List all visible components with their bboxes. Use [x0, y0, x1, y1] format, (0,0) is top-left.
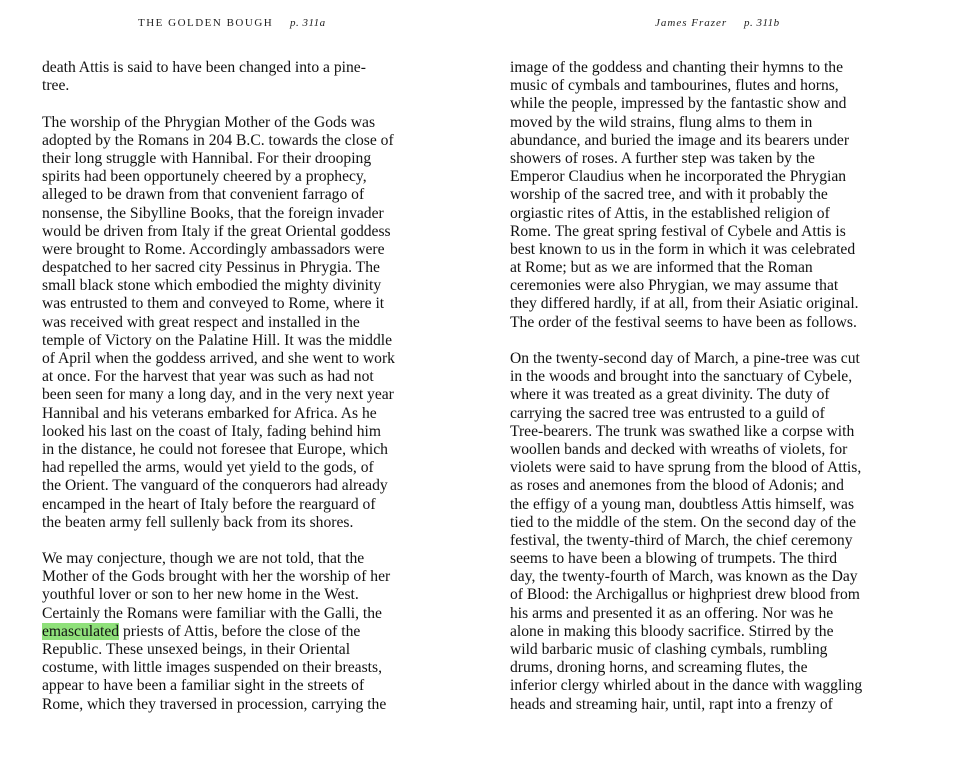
text-line[interactable]: spirits had been opportunely cheered by a prophecy, — [42, 168, 367, 186]
text-line[interactable]: seems to have been a blowing of trumpets. The third — [510, 550, 838, 568]
text-line[interactable]: in the woods and brought into the sanctuary of Cybele, — [510, 368, 853, 386]
text-line[interactable]: tree. — [42, 77, 70, 95]
paragraph-gap — [42, 95, 452, 113]
text-line[interactable]: the beaten army fell sullenly back from its shores. — [42, 513, 354, 531]
text-line[interactable]: image of the goddess and chanting their hymns to the — [510, 59, 844, 76]
text-line[interactable]: wild barbaric music of clashing cymbals, rumbling — [510, 641, 828, 658]
text-line[interactable]: The worship of the Phrygian Mother of the Gods was — [42, 113, 376, 131]
paragraph — [42, 59, 452, 95]
text-line[interactable]: death Attis is said to have been changed into a pine- — [42, 59, 366, 76]
right-running-head — [655, 17, 780, 29]
text-line[interactable]: was entrusted to them and conveyed to Rome, where it — [42, 295, 385, 313]
text-line[interactable]: worship of the sacred tree, and with it probably the — [510, 186, 828, 204]
text-line[interactable]: drums, droning horns, and screaming flutes, the — [510, 659, 808, 677]
text-line[interactable]: the Orient. The vanguard of the conquerors had already — [42, 477, 388, 495]
text-line[interactable]: encamped in the heart of Italy before the rearguard of — [42, 495, 376, 513]
text-line[interactable]: his arms and presented it as an offering. Nor was he — [510, 604, 834, 622]
text-line[interactable]: nonsense, the Sibylline Books, that the foreign invader — [42, 204, 384, 222]
right-text-block — [510, 59, 920, 714]
text-line[interactable]: moved by the wild strains, flung alms to them in — [510, 113, 813, 131]
text-line[interactable]: adopted by the Romans in 204 B.C. towards the close of — [42, 131, 394, 149]
paragraph — [42, 114, 452, 532]
text-line[interactable]: the effigy of a young man, doubtless Attis himself, was — [510, 495, 855, 513]
paragraph — [510, 59, 920, 332]
text-line[interactable]: woollen bands and decked with wreaths of violets, for — [510, 440, 848, 458]
text-line[interactable]: Tree-bearers. The trunk was swathed like a corpse with — [510, 422, 855, 440]
text-line[interactable]: Rome. The great spring festival of Cybele and Attis is — [510, 222, 846, 240]
text-line[interactable]: small black stone which embodied the mighty divinity — [42, 277, 382, 295]
text-line[interactable]: youthful lover or son to her new home in the West. — [42, 586, 359, 604]
text-line[interactable]: festival, the twenty-third of March, the chief ceremony — [510, 531, 853, 549]
text-line[interactable]: alone in making this bloody sacrifice. Stirred by the — [510, 622, 834, 640]
text-line[interactable]: On the twenty-second day of March, a pine-tree was cut — [510, 350, 860, 367]
left-text-block — [42, 59, 452, 714]
text-line[interactable]: heads and streaming hair, until, rapt into a frenzy of — [510, 695, 833, 713]
text-line[interactable]: Hannibal and his veterans embarked for Africa. As he — [42, 404, 377, 422]
text-line[interactable]: costume, with little images suspended on their breasts, — [42, 659, 382, 677]
author-name: James Frazer — [655, 17, 728, 29]
text-line[interactable]: abundance, and buried the image and its bearers under — [510, 131, 850, 149]
text-line[interactable]: inferior clergy whirled about in the dance with waggling — [510, 677, 863, 695]
right-page — [483, 0, 966, 766]
text-line[interactable]: We may conjecture, though we are not told, that the — [42, 550, 365, 568]
text-line[interactable]: while the people, impressed by the fantastic show and — [510, 95, 847, 113]
left-page-number: p. 311a — [289, 17, 326, 29]
text-line[interactable]: at once. For the harvest that year was such as had not — [42, 368, 374, 386]
paragraph-gap — [42, 532, 452, 550]
text-line[interactable]: as roses and anemones from the blood of Adonis; and — [510, 477, 844, 495]
text-line[interactable]: they differed hardly, if at all, from their Asiatic original. — [510, 295, 859, 313]
text-line[interactable]: ceremonies were also Phrygian, we may assume that — [510, 277, 839, 295]
text-line[interactable]: music of cymbals and tambourines, flutes and horns, — [510, 77, 839, 95]
text-line[interactable]: been seen for many a long day, and in the very next year — [42, 386, 394, 404]
paragraph-gap — [510, 332, 920, 350]
highlighted-word[interactable]: emasculated — [42, 622, 120, 640]
text-line[interactable]: Mother of the Gods brought with her the worship of her — [42, 568, 391, 586]
text-line[interactable]: temple of Victory on the Palatine Hill. It was the middle — [42, 331, 392, 349]
text-line[interactable]: at Rome; but as we are informed that the Roman — [510, 259, 813, 277]
text-line-rest[interactable]: priests of Attis, before the close of the — [119, 622, 361, 640]
text-line[interactable]: were brought to Rome. Accordingly ambassadors were — [42, 240, 385, 258]
text-line[interactable]: had repelled the arms, would yet yield to the gods, of — [42, 459, 374, 477]
text-line[interactable]: Certainly the Romans were familiar with the Galli, the — [42, 604, 382, 622]
text-line[interactable]: Rome, which they traversed in procession, carrying the — [42, 695, 387, 713]
text-line[interactable]: violets were said to have sprung from the blood of Attis, — [510, 459, 862, 477]
paragraph — [42, 550, 452, 714]
highlighted-text-line[interactable] — [42, 623, 452, 641]
text-line[interactable]: best known to us in the form in which it was celebrated — [510, 240, 856, 258]
text-line[interactable]: of April when the goddess arrived, and she went to work — [42, 350, 395, 367]
text-line[interactable]: orgiastic rites of Attis, in the established religion of — [510, 204, 830, 222]
text-line[interactable]: of Blood: the Archigallus or highpriest drew blood from — [510, 586, 860, 604]
text-line[interactable]: day, the twenty-fourth of March, was known as the Day — [510, 568, 858, 586]
text-line[interactable]: carrying the sacred tree was entrusted to a guild of — [510, 404, 825, 422]
text-line[interactable]: alleged to be drawn from that convenient farrago of — [42, 186, 365, 204]
text-line[interactable]: their long struggle with Hannibal. For their drooping — [42, 149, 372, 167]
text-line[interactable]: was received with great respect and installed in the — [42, 313, 360, 331]
text-line[interactable]: The order of the festival seems to have been as follows. — [510, 313, 857, 331]
text-line[interactable]: tied to the middle of the stem. On the second day of the — [510, 513, 857, 531]
text-line[interactable]: looked his last on the coast of Italy, fading behind him — [42, 422, 381, 440]
text-line[interactable]: would be driven from Italy if the great Oriental goddess — [42, 222, 391, 240]
text-line[interactable]: Emperor Claudius when he incorporated the Phrygian — [510, 168, 847, 186]
text-line[interactable]: despatched to her sacred city Pessinus in Phrygia. The — [42, 259, 380, 277]
right-page-number: p. 311b — [743, 17, 780, 29]
text-line[interactable]: showers of roses. A further step was taken by the — [510, 149, 815, 167]
left-running-head — [138, 17, 326, 29]
text-line[interactable]: where it was treated as a great divinity. The duty of — [510, 386, 830, 404]
text-line[interactable]: in the distance, he could not foresee that Europe, which — [42, 440, 388, 458]
text-line[interactable]: Republic. These unsexed beings, in their Oriental — [42, 641, 351, 658]
book-title: THE GOLDEN BOUGH — [138, 17, 274, 29]
text-line[interactable]: appear to have been a familiar sight in the streets of — [42, 677, 365, 695]
paragraph — [510, 350, 920, 714]
